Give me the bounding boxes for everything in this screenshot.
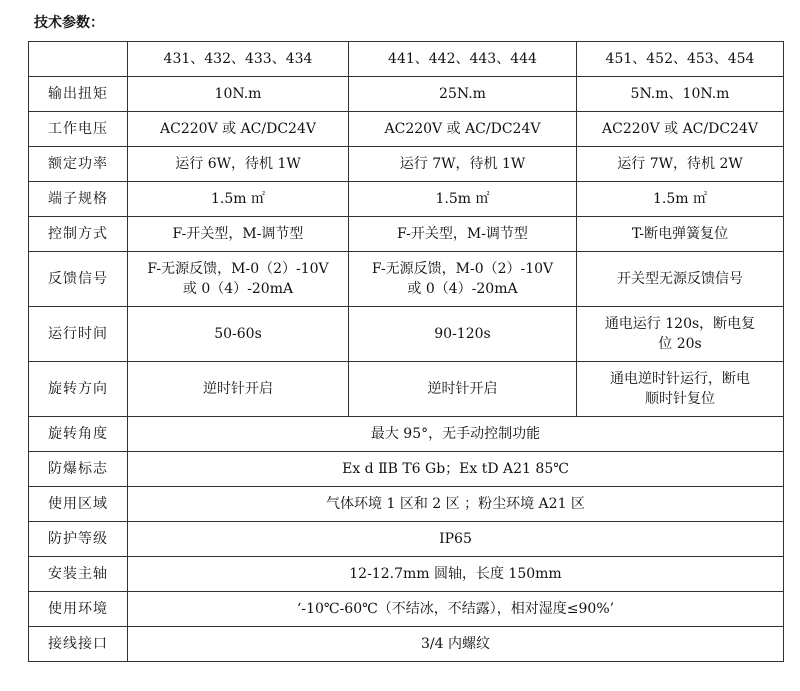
cell-text: Ex d ⅡB T6 Gb；Ex tD A21 85℃ [342,461,569,477]
cell-text: 通电逆时针运行，断电 [610,371,750,387]
table-row [29,307,784,362]
cell-text: F-无源反馈，M-0（2）-10V [147,261,329,277]
row-label: 防爆标志 [29,452,128,487]
cell-text: 运行 7W，待机 2W [617,156,743,172]
table-row [29,452,784,487]
row-label: 使用区域 [29,487,128,522]
table-cell-merged [128,417,784,452]
table-cell [349,147,577,182]
table-cell [577,217,784,252]
table-cell [349,362,577,417]
table-row [29,217,784,252]
row-label: 端子规格 [29,182,128,217]
cell-text: 90-120s [434,326,491,342]
cell-text: 运行 7W，待机 1W [399,156,526,172]
table-row [29,522,784,557]
cell-text: ‘-10℃-60℃（不结冰，不结露），相对湿度≤90%’ [296,601,615,617]
header-model-group-2: 441、442、443、444 [349,42,577,77]
header-corner [29,42,128,77]
table-cell [577,252,784,307]
table-cell-merged [128,452,784,487]
table-cell [349,77,577,112]
table-cell-merged [128,627,784,662]
table-row [29,487,784,522]
header-model-group-3: 451、452、453、454 [577,42,784,77]
table-cell [577,362,784,417]
cell-text: 气体环境 1 区和 2 区 ；粉尘环境 A21 区 [326,496,585,512]
row-label: 工作电压 [29,112,128,147]
table-cell-merged [128,522,784,557]
cell-text: F-无源反馈，M-0（2）-10V [371,261,554,277]
table-row [29,557,784,592]
row-label: 接线接口 [29,627,128,662]
table-cell-merged [128,557,784,592]
table-cell [577,307,784,362]
cell-text: F-开关型，M-调节型 [397,226,528,242]
cell-text: AC220V 或 AC/DC24V [160,121,316,137]
table-cell [577,147,784,182]
table-cell [128,182,349,217]
cell-text: 位 20s [658,336,702,352]
cell-text: 逆时针开启 [427,381,498,397]
cell-text: AC220V 或 AC/DC24V [384,121,541,137]
table-row [29,417,784,452]
cell-text: IP65 [439,531,472,547]
spec-table-body [29,42,784,662]
cell-text: T-断电弹簧复位 [631,226,729,242]
cell-text: 12-12.7mm 圆轴，长度 150mm [349,566,562,582]
row-label: 旋转角度 [29,417,128,452]
cell-text: 1.5m ㎡ [653,191,707,207]
table-row [29,252,784,307]
cell-text: 运行 6W，待机 1W [175,156,301,172]
table-row [29,362,784,417]
cell-text: 或 0（4）-20mA [407,281,518,297]
table-cell [577,182,784,217]
cell-text: 25N.m [439,86,486,102]
row-label: 反馈信号 [29,252,128,307]
table-cell [577,77,784,112]
cell-text: 顺时针复位 [645,391,715,407]
table-cell [577,112,784,147]
table-row [29,147,784,182]
row-label: 安装主轴 [29,557,128,592]
cell-text: 3/4 内螺纹 [421,636,490,652]
cell-text: 逆时针开启 [203,381,273,397]
cell-text: 或 0（4）-20mA [182,281,294,297]
table-row [29,182,784,217]
table-cell [349,182,577,217]
table-cell-merged [128,487,784,522]
table-cell-merged [128,592,784,627]
table-row [29,112,784,147]
cell-text: 通电运行 120s，断电复 [604,316,756,332]
header-model-group-1: 431、432、433、434 [128,42,349,77]
table-cell [349,252,577,307]
table-cell [128,217,349,252]
section-heading: 技术参数： [34,15,104,31]
cell-text: 开关型无源反馈信号 [617,271,743,287]
cell-text: 1.5m ㎡ [435,191,490,207]
spec-table [28,41,784,662]
row-label: 运行时间 [29,307,128,362]
table-cell [128,77,349,112]
row-label: 控制方式 [29,217,128,252]
header-row [29,42,784,77]
cell-text: 最大 95°，无手动控制功能 [370,426,541,442]
row-label: 输出扭矩 [29,77,128,112]
row-label: 防护等级 [29,522,128,557]
table-row [29,627,784,662]
table-cell [128,307,349,362]
cell-text: F-开关型，M-调节型 [172,226,304,242]
table-cell [128,362,349,417]
cell-text: AC220V 或 AC/DC24V [602,121,758,137]
table-cell [349,112,577,147]
cell-text: 1.5m ㎡ [211,191,265,207]
table-cell [128,252,349,307]
row-label: 旋转方向 [29,362,128,417]
row-label: 使用环境 [29,592,128,627]
cell-text: 10N.m [214,86,262,102]
table-row [29,77,784,112]
table-cell [128,112,349,147]
cell-text: 50-60s [214,326,262,342]
row-label: 额定功率 [29,147,128,182]
table-cell [349,217,577,252]
table-cell [349,307,577,362]
table-row [29,592,784,627]
table-cell [128,147,349,182]
cell-text: 5N.m、10N.m [630,86,730,102]
